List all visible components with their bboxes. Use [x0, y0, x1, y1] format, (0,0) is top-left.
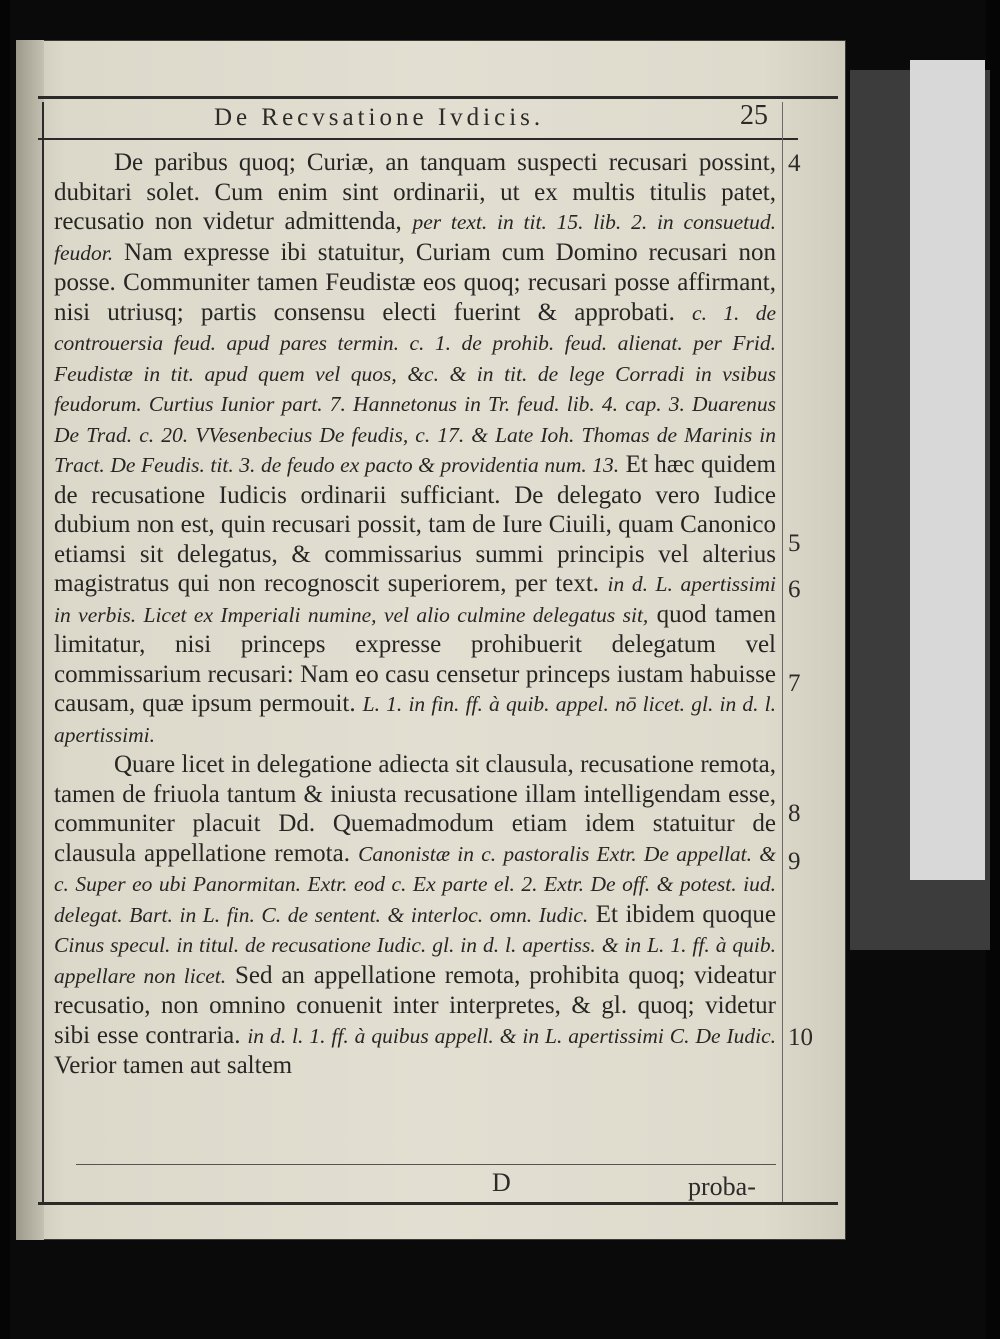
citation-text: Canonistæ in c. pastoralis Extr. De appellat. & c. Super eo ubi Panormitan. Extr. eod c. Ex parte el. 2. Extr. De off. & potest. iud. delegat. Bart. in L. fin. C. de sentent. & interloc. omn. Iudic.	[54, 841, 776, 927]
text-block-left-rule	[42, 102, 44, 1202]
scan-backing-paper	[910, 60, 985, 880]
body-run: Verior tamen aut saltem	[54, 1052, 293, 1079]
footer-rule-thin	[76, 1164, 776, 1165]
margin-number: 6	[788, 576, 801, 603]
header-rule-bottom	[38, 138, 798, 140]
margin-number: 7	[788, 670, 801, 697]
body-run: quod tamen limitatur, nisi princeps expresse prohibuerit delegatum vel commissarium recusari: Nam eo casu censetur princeps iustam habuisse causam, quæ ipsum permouit.	[54, 600, 776, 717]
margin-number: 10	[788, 1024, 813, 1051]
paragraph	[54, 148, 776, 750]
margin-number: 9	[788, 848, 801, 875]
citation-text: L. 1. in fin. ff. à quib. appel. nō licet. gl. in d. l. apertissimi.	[54, 692, 776, 747]
body-run: De paribus quoq; Curiæ, an tanquam suspecti recusari possint, dubitari solet. Cum enim sint ordinarii, ut ex multis titulis patet, recusatio non videtur admittenda,	[54, 149, 776, 235]
citation-text: Cinus specul. in titul. de recusatione Iudic. gl. in d. l. apertiss. & in L. 1. ff. à quib. appellare non licet.	[54, 933, 776, 988]
scan-background	[10, 0, 986, 1339]
page-number: 25	[740, 100, 768, 131]
body-run: Quare licet in delegatione adiecta sit clausula, recusatione remota, tamen de friuola tantum & iniusta recusatione illam intelligendam esse, communiter placuit Dd. Quemadmodum etiam idem statuitur de clausula appellatione remota.	[54, 751, 776, 867]
paragraph	[54, 750, 776, 1081]
citation-text: in d. l. 1. ff. à quibus appell. & in L. apertissimi C. De Iudic.	[247, 1023, 777, 1048]
margin-rule	[782, 102, 783, 1202]
citation-text: c. 1. de controuersia feud. apud pares termin. c. 1. de prohib. feud. alienat. per Frid. Feudistæ in tit. apud quem vel quos, &c. & in tit. de lege Corradi in vsibus feudorum. Curtius Iunior part. 7. Hannetonus in Tr. feud. lib. 4. cap. 3. Duarenus De Trad. c. 20. VVesenbecius De feudis, c. 17. & Late Ioh. Thomas de Marinis in Tract. De Feudis. tit. 3. de feudo ex pacto & providentia num. 13.	[54, 300, 776, 477]
catchword: proba-	[688, 1172, 756, 1201]
body-run: Sed an appellatione remota, prohibita quoq; videatur recusatio, non omnino conuenit inter interpretes, & gl. quoq; videtur sibi esse contraria.	[54, 961, 777, 1049]
margin-number: 4	[788, 150, 801, 177]
margin-number: 8	[788, 800, 801, 827]
body-text	[54, 148, 776, 1081]
header-rule-top	[38, 96, 838, 99]
page-gutter	[16, 40, 44, 1240]
running-head: De Recvsatione Ivdicis.	[214, 104, 545, 131]
footer-rule	[38, 1202, 838, 1205]
body-run: Et ibidem quoque	[588, 900, 776, 928]
margin-number: 5	[788, 530, 801, 557]
signature-mark: D	[492, 1168, 511, 1197]
citation-text: in d. L. apertissimi in verbis. Licet ex Imperiali numine, vel alio culmine delegatus sit,	[54, 572, 777, 627]
citation-text: per text. in tit. 15. lib. 2. in consuetud. feudor.	[54, 210, 776, 265]
body-run: Et hæc quidem de recusatione Iudicis ordinarii sufficiant. De delegato vero Iudice dubium non est, quin recusari possit, tam de Iure Ciuili, quam Canonico etiamsi sit delegatus, & commissarius summi principis vel alterius magistratus qui non recognoscit superiorem, per text.	[54, 451, 776, 597]
body-run: Nam expresse ibi statuitur, Curiam cum Domino recusari non posse. Communiter tamen Feudistæ eos quoq; recusari posse affirmant, nisi utriusq; partis consensu electi fuerint & approbati.	[54, 238, 776, 326]
